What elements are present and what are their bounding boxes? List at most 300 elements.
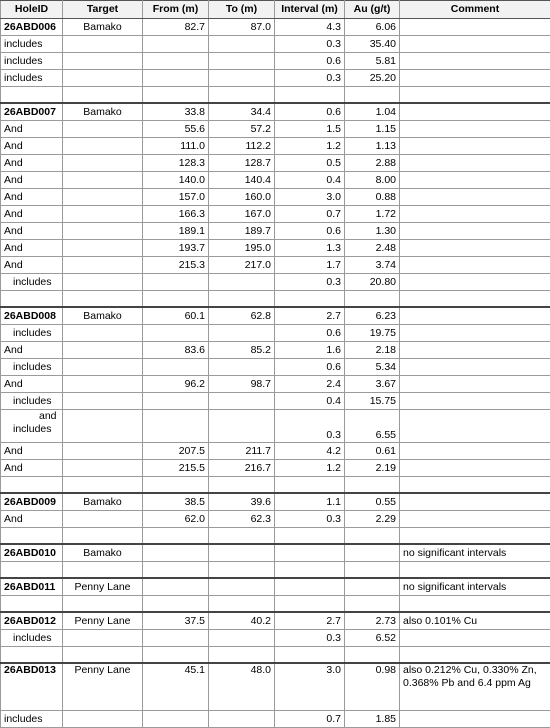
from-cell: 215.5 (143, 460, 209, 477)
interval-cell: 0.6 (275, 53, 345, 70)
target-cell (63, 223, 143, 240)
empty-cell (209, 87, 275, 104)
au-cell: 6.52 (345, 630, 400, 647)
empty-cell (400, 291, 550, 308)
au-cell: 1.04 (345, 103, 400, 121)
empty-cell (209, 562, 275, 579)
separator-row (1, 291, 550, 308)
from-cell (143, 325, 209, 342)
table-row (1, 393, 550, 410)
to-cell: 34.4 (209, 103, 275, 121)
from-cell: 45.1 (143, 663, 209, 711)
interval-label-cell: And (1, 189, 63, 206)
empty-cell (345, 562, 400, 579)
interval-cell: 2.7 (275, 612, 345, 630)
interval-cell: 0.6 (275, 325, 345, 342)
interval-cell: 2.4 (275, 376, 345, 393)
interval-label-line2: includes (4, 423, 59, 436)
comment-cell: no significant intervals (400, 544, 550, 562)
interval-cell: 0.3 (275, 410, 345, 443)
target-cell (63, 410, 143, 443)
comment-cell (400, 53, 550, 70)
target-cell (63, 138, 143, 155)
comment-cell: also 0.212% Cu, 0.330% Zn, 0.368% Pb and 6.4 ppm Ag (400, 663, 550, 711)
to-cell: 140.4 (209, 172, 275, 189)
empty-cell (63, 528, 143, 545)
comment-cell (400, 443, 550, 460)
from-cell: 193.7 (143, 240, 209, 257)
au-cell: 19.75 (345, 325, 400, 342)
table-row (1, 240, 550, 257)
target-cell (63, 155, 143, 172)
interval-label-cell: And (1, 460, 63, 477)
hole-id-cell: 26ABD007 (1, 103, 63, 121)
empty-cell (63, 87, 143, 104)
from-cell: 62.0 (143, 511, 209, 528)
to-cell: 85.2 (209, 342, 275, 359)
table-row (1, 121, 550, 138)
interval-cell: 1.2 (275, 460, 345, 477)
empty-cell (275, 596, 345, 613)
interval-label-cell: includes (1, 630, 63, 647)
interval-cell: 0.3 (275, 274, 345, 291)
interval-cell: 0.3 (275, 36, 345, 53)
interval-cell: 3.0 (275, 663, 345, 711)
interval-cell: 1.6 (275, 342, 345, 359)
separator-row (1, 87, 550, 104)
au-cell: 35.40 (345, 36, 400, 53)
au-cell: 2.18 (345, 342, 400, 359)
to-cell: 62.8 (209, 307, 275, 325)
table-row (1, 443, 550, 460)
comment-cell (400, 103, 550, 121)
empty-cell (1, 647, 63, 664)
from-cell (143, 274, 209, 291)
from-cell (143, 70, 209, 87)
from-cell (143, 53, 209, 70)
table-row (1, 274, 550, 291)
table-row (1, 189, 550, 206)
comment-cell (400, 711, 550, 728)
to-cell (209, 70, 275, 87)
target-cell (63, 460, 143, 477)
table-row (1, 342, 550, 359)
hole-id-cell: 26ABD008 (1, 307, 63, 325)
table-row (1, 257, 550, 274)
empty-cell (1, 291, 63, 308)
au-cell (345, 578, 400, 596)
separator-row (1, 477, 550, 494)
empty-cell (400, 87, 550, 104)
au-cell: 0.55 (345, 493, 400, 511)
to-cell: 62.3 (209, 511, 275, 528)
empty-cell (209, 477, 275, 494)
hole-id-cell: 26ABD012 (1, 612, 63, 630)
header-holeid: HoleID (1, 1, 63, 19)
comment-cell (400, 493, 550, 511)
from-cell: 157.0 (143, 189, 209, 206)
comment-cell (400, 325, 550, 342)
from-cell: 83.6 (143, 342, 209, 359)
to-cell: 160.0 (209, 189, 275, 206)
interval-label-cell: And (1, 240, 63, 257)
to-cell: 40.2 (209, 612, 275, 630)
comment-cell (400, 36, 550, 53)
au-cell: 6.06 (345, 19, 400, 36)
to-cell: 211.7 (209, 443, 275, 460)
empty-cell (143, 477, 209, 494)
table-row (1, 460, 550, 477)
empty-cell (209, 596, 275, 613)
table-row (1, 70, 550, 87)
empty-cell (275, 562, 345, 579)
interval-label-cell: And (1, 223, 63, 240)
empty-cell (63, 562, 143, 579)
to-cell: 112.2 (209, 138, 275, 155)
interval-cell: 0.6 (275, 223, 345, 240)
empty-cell (1, 477, 63, 494)
interval-cell: 1.2 (275, 138, 345, 155)
header-interval: Interval (m) (275, 1, 345, 19)
comment-cell (400, 121, 550, 138)
interval-cell: 4.2 (275, 443, 345, 460)
to-cell: 87.0 (209, 19, 275, 36)
au-cell: 6.23 (345, 307, 400, 325)
empty-cell (400, 647, 550, 664)
interval-cell: 0.3 (275, 511, 345, 528)
target-cell: Bamako (63, 103, 143, 121)
empty-cell (209, 291, 275, 308)
table-row (1, 206, 550, 223)
table-row (1, 578, 550, 596)
hole-id-cell: 26ABD013 (1, 663, 63, 711)
interval-label-cell: includes (1, 274, 63, 291)
to-cell: 195.0 (209, 240, 275, 257)
empty-cell (209, 528, 275, 545)
interval-label-cell: And (1, 138, 63, 155)
au-cell: 2.48 (345, 240, 400, 257)
empty-cell (275, 647, 345, 664)
interval-cell: 1.3 (275, 240, 345, 257)
target-cell (63, 274, 143, 291)
empty-cell (209, 647, 275, 664)
from-cell (143, 393, 209, 410)
target-cell (63, 189, 143, 206)
target-cell (63, 36, 143, 53)
comment-cell (400, 376, 550, 393)
target-cell (63, 206, 143, 223)
interval-label-cell: And (1, 172, 63, 189)
interval-cell (275, 544, 345, 562)
target-cell: Penny Lane (63, 663, 143, 711)
comment-cell (400, 240, 550, 257)
target-cell (63, 630, 143, 647)
target-cell: Penny Lane (63, 578, 143, 596)
table-row (1, 223, 550, 240)
empty-cell (400, 528, 550, 545)
comment-cell (400, 359, 550, 376)
interval-label-cell: And (1, 376, 63, 393)
interval-label-cell: includes (1, 325, 63, 342)
au-cell: 2.19 (345, 460, 400, 477)
interval-label-cell: includes (1, 393, 63, 410)
au-cell: 1.85 (345, 711, 400, 728)
from-cell: 166.3 (143, 206, 209, 223)
au-cell: 8.00 (345, 172, 400, 189)
separator-row (1, 647, 550, 664)
from-cell: 55.6 (143, 121, 209, 138)
interval-cell: 4.3 (275, 19, 345, 36)
comment-cell: no significant intervals (400, 578, 550, 596)
interval-label-cell: And (1, 206, 63, 223)
target-cell (63, 711, 143, 728)
interval-cell: 0.3 (275, 70, 345, 87)
table-row (1, 103, 550, 121)
target-cell (63, 121, 143, 138)
empty-cell (275, 528, 345, 545)
table-row (1, 376, 550, 393)
from-cell: 111.0 (143, 138, 209, 155)
target-cell: Penny Lane (63, 612, 143, 630)
header-row (1, 1, 550, 19)
target-cell (63, 325, 143, 342)
interval-cell: 0.6 (275, 359, 345, 376)
from-cell (143, 711, 209, 728)
interval-label-cell: includes (1, 711, 63, 728)
comment-cell (400, 223, 550, 240)
interval-label-cell: And (1, 342, 63, 359)
from-cell: 207.5 (143, 443, 209, 460)
table-row (1, 53, 550, 70)
comment-cell (400, 206, 550, 223)
interval-cell: 1.5 (275, 121, 345, 138)
from-cell: 60.1 (143, 307, 209, 325)
interval-label-line1: and (4, 410, 59, 423)
header-from: From (m) (143, 1, 209, 19)
comment-cell: also 0.101% Cu (400, 612, 550, 630)
target-cell (63, 342, 143, 359)
empty-cell (143, 528, 209, 545)
empty-cell (400, 562, 550, 579)
target-cell (63, 240, 143, 257)
table-row (1, 325, 550, 342)
au-cell: 2.73 (345, 612, 400, 630)
empty-cell (63, 291, 143, 308)
interval-label-cell: includes (1, 70, 63, 87)
from-cell (143, 630, 209, 647)
from-cell: 96.2 (143, 376, 209, 393)
interval-label-cell: And (1, 155, 63, 172)
comment-cell (400, 155, 550, 172)
to-cell (209, 410, 275, 443)
hole-id-cell: 26ABD006 (1, 19, 63, 36)
empty-cell (400, 477, 550, 494)
target-cell: Bamako (63, 307, 143, 325)
interval-cell: 0.4 (275, 172, 345, 189)
empty-cell (1, 87, 63, 104)
table-row (1, 493, 550, 511)
table-row (1, 307, 550, 325)
header-au: Au (g/t) (345, 1, 400, 19)
target-cell (63, 359, 143, 376)
empty-cell (63, 647, 143, 664)
empty-cell (143, 291, 209, 308)
target-cell (63, 172, 143, 189)
interval-label-cell: includes (1, 53, 63, 70)
au-cell: 1.15 (345, 121, 400, 138)
table-row (1, 155, 550, 172)
comment-cell (400, 189, 550, 206)
from-cell: 33.8 (143, 103, 209, 121)
au-cell: 6.55 (345, 410, 400, 443)
to-cell (209, 359, 275, 376)
from-cell (143, 544, 209, 562)
interval-cell: 0.5 (275, 155, 345, 172)
table-row (1, 138, 550, 155)
to-cell: 48.0 (209, 663, 275, 711)
separator-row (1, 528, 550, 545)
empty-cell (143, 647, 209, 664)
au-cell: 0.88 (345, 189, 400, 206)
table-row (1, 544, 550, 562)
empty-cell (400, 596, 550, 613)
au-cell: 2.88 (345, 155, 400, 172)
interval-cell: 0.4 (275, 393, 345, 410)
empty-cell (345, 477, 400, 494)
comment-cell (400, 342, 550, 359)
target-cell (63, 393, 143, 410)
hole-id-cell: 26ABD011 (1, 578, 63, 596)
interval-cell: 1.1 (275, 493, 345, 511)
table-row (1, 172, 550, 189)
empty-cell (63, 596, 143, 613)
from-cell: 189.1 (143, 223, 209, 240)
target-cell (63, 511, 143, 528)
au-cell: 0.61 (345, 443, 400, 460)
interval-label-cell: includes (1, 36, 63, 53)
target-cell: Bamako (63, 544, 143, 562)
to-cell (209, 393, 275, 410)
table-row (1, 612, 550, 630)
from-cell: 37.5 (143, 612, 209, 630)
table-row (1, 36, 550, 53)
target-cell (63, 70, 143, 87)
empty-cell (345, 596, 400, 613)
comment-cell (400, 172, 550, 189)
to-cell (209, 274, 275, 291)
table-row (1, 630, 550, 647)
to-cell (209, 630, 275, 647)
interval-label-cell: And (1, 121, 63, 138)
interval-cell: 0.6 (275, 103, 345, 121)
interval-label-cell: And (1, 511, 63, 528)
target-cell (63, 376, 143, 393)
interval-label-cell (1, 410, 63, 443)
target-cell (63, 443, 143, 460)
from-cell (143, 410, 209, 443)
interval-label-cell: And (1, 257, 63, 274)
comment-cell (400, 460, 550, 477)
empty-cell (275, 291, 345, 308)
to-cell (209, 36, 275, 53)
hole-id-cell: 26ABD010 (1, 544, 63, 562)
au-cell: 25.20 (345, 70, 400, 87)
to-cell (209, 53, 275, 70)
empty-cell (345, 647, 400, 664)
comment-cell (400, 393, 550, 410)
empty-cell (143, 87, 209, 104)
to-cell: 128.7 (209, 155, 275, 172)
empty-cell (1, 528, 63, 545)
comment-cell (400, 19, 550, 36)
table-row (1, 711, 550, 728)
table-row (1, 663, 550, 711)
comment-cell (400, 274, 550, 291)
interval-cell: 2.7 (275, 307, 345, 325)
from-cell: 82.7 (143, 19, 209, 36)
empty-cell (345, 528, 400, 545)
comment-cell (400, 307, 550, 325)
empty-cell (345, 291, 400, 308)
to-cell (209, 711, 275, 728)
comment-cell (400, 630, 550, 647)
from-cell (143, 36, 209, 53)
interval-label-cell: And (1, 443, 63, 460)
empty-cell (1, 562, 63, 579)
table-row (1, 359, 550, 376)
interval-cell: 0.7 (275, 711, 345, 728)
empty-cell (143, 596, 209, 613)
empty-cell (63, 477, 143, 494)
target-cell (63, 257, 143, 274)
empty-cell (345, 87, 400, 104)
au-cell: 20.80 (345, 274, 400, 291)
from-cell: 215.3 (143, 257, 209, 274)
interval-cell (275, 578, 345, 596)
header-comment: Comment (400, 1, 550, 19)
au-cell: 1.30 (345, 223, 400, 240)
comment-cell (400, 257, 550, 274)
interval-label-cell: includes (1, 359, 63, 376)
comment-cell (400, 70, 550, 87)
header-target: Target (63, 1, 143, 19)
header-to: To (m) (209, 1, 275, 19)
target-cell (63, 53, 143, 70)
to-cell: 216.7 (209, 460, 275, 477)
au-cell: 5.34 (345, 359, 400, 376)
from-cell (143, 359, 209, 376)
comment-cell (400, 511, 550, 528)
separator-row (1, 596, 550, 613)
au-cell: 1.72 (345, 206, 400, 223)
hole-id-cell: 26ABD009 (1, 493, 63, 511)
interval-cell: 3.0 (275, 189, 345, 206)
comment-cell (400, 410, 550, 443)
au-cell: 5.81 (345, 53, 400, 70)
table-row (1, 19, 550, 36)
interval-cell: 1.7 (275, 257, 345, 274)
au-cell: 15.75 (345, 393, 400, 410)
to-cell: 39.6 (209, 493, 275, 511)
au-cell: 2.29 (345, 511, 400, 528)
empty-cell (143, 562, 209, 579)
target-cell: Bamako (63, 19, 143, 36)
to-cell (209, 578, 275, 596)
separator-row (1, 562, 550, 579)
table-row (1, 511, 550, 528)
au-cell: 0.98 (345, 663, 400, 711)
au-cell (345, 544, 400, 562)
